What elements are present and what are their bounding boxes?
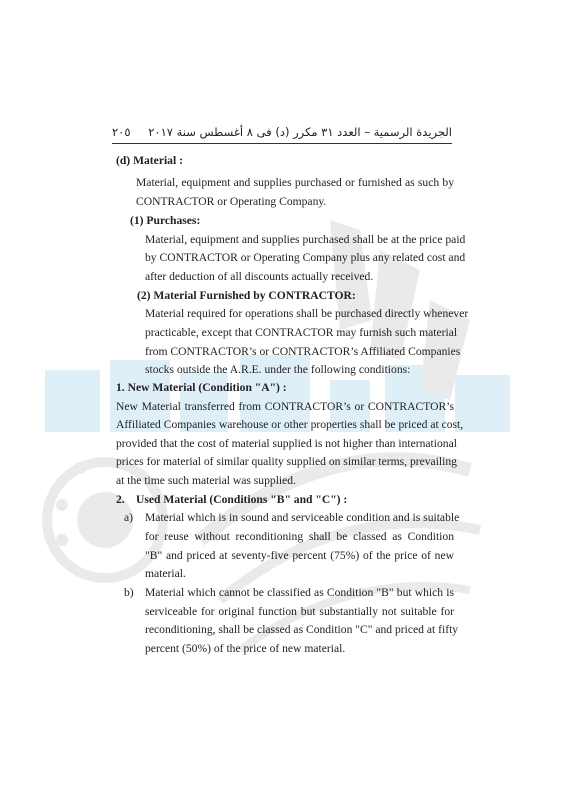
paragraph-line: practicable, except that CONTRACTOR may furnish such material xyxy=(145,326,458,339)
paragraph-line: provided that the cost of material supplied is not higher than international xyxy=(116,437,457,450)
header-title: الجريدة الرسمية – العدد ٣١ مكرر (د) فى ٨ أغسطس سنة ٢٠١٧ xyxy=(148,125,452,139)
list-item-line: percent (50%) of the price of new material. xyxy=(145,642,346,655)
list-item-line: material. xyxy=(145,567,186,580)
paragraph-line: at the time such material was supplied. xyxy=(116,474,296,487)
paragraph-line: CONTRACTOR or Operating Company. xyxy=(136,195,327,208)
furnished-heading: (2) Material Furnished by CONTRACTOR: xyxy=(137,289,356,302)
paragraph-line: from CONTRACTOR’s or CONTRACTOR’s Affiliated Companies xyxy=(145,345,461,358)
page-number: ٢٠٥ xyxy=(112,125,131,139)
used-material-number: 2. xyxy=(116,493,125,506)
page-header xyxy=(112,122,452,142)
list-item-line: "B" and priced at seventy-five percent (75%) of the price of new xyxy=(145,549,454,562)
used-material-heading: Used Material (Conditions "B" and "C") : xyxy=(136,493,348,506)
list-item-line: for reuse without reconditioning shall be classed as Condition xyxy=(145,530,454,543)
list-marker: b) xyxy=(124,586,134,599)
new-material-heading: 1. New Material (Condition "A") : xyxy=(116,381,287,394)
paragraph-line: Material, equipment and supplies purchased shall be at the price paid xyxy=(145,233,466,246)
paragraph-line: prices for material of similar quality supplied on similar terms, prevailing xyxy=(116,455,457,468)
section-d-heading: (d) Material : xyxy=(116,154,183,167)
paragraph-line: Material required for operations shall be purchased directly whenever xyxy=(145,307,469,320)
paragraph-line: after deduction of all discounts actually received. xyxy=(145,270,374,283)
list-marker: a) xyxy=(124,511,134,524)
paragraph-line: Material, equipment and supplies purchased or furnished as such by xyxy=(136,176,454,189)
paragraph-line: Affiliated Companies warehouse or other properties shall be priced at cost, xyxy=(116,418,464,431)
paragraph-line: New Material transferred from CONTRACTOR’s or CONTRACTOR’s xyxy=(116,400,454,413)
purchases-heading: (1) Purchases: xyxy=(130,214,201,227)
list-item-line: reconditioning, shall be classed as Condition "C" and priced at fifty xyxy=(145,623,459,636)
paragraph-line: by CONTRACTOR or Operating Company plus any related cost and xyxy=(145,251,466,264)
paragraph-line: stocks outside the A.R.E. under the following conditions: xyxy=(145,363,411,376)
header-divider xyxy=(112,143,452,144)
list-item-line: Material which is in sound and serviceable condition and is suitable xyxy=(145,511,460,524)
list-item-line: serviceable for original function but substantially not suitable for xyxy=(145,605,454,618)
list-item-line: Material which cannot be classified as Condition "B" but which is xyxy=(145,586,454,599)
